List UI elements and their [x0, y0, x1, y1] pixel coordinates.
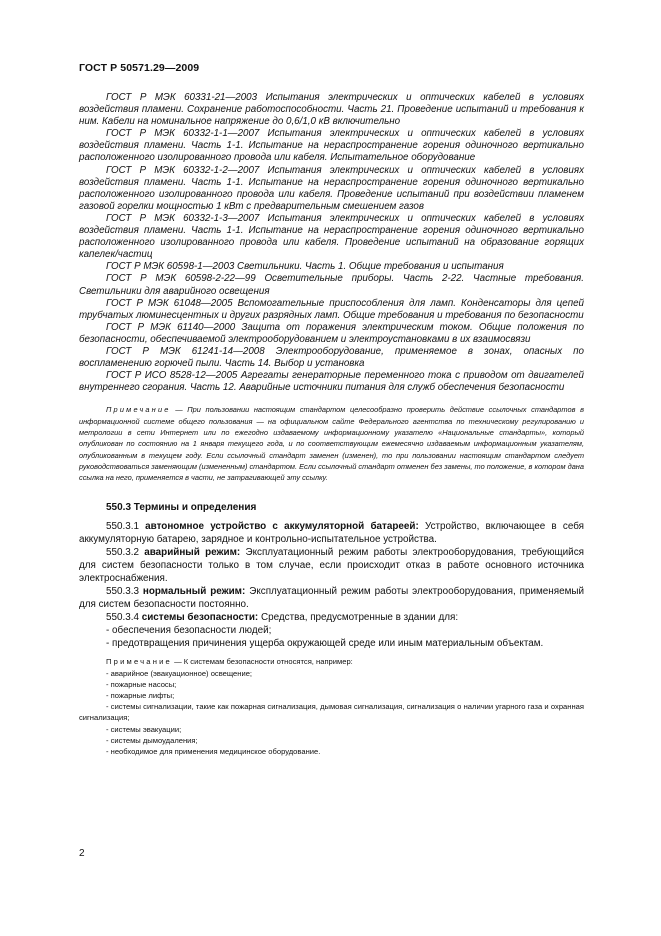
- normative-references: [79, 92, 584, 757]
- term-definition: [79, 520, 584, 546]
- safety-systems-note: [79, 656, 584, 757]
- note-label: Примечание: [106, 405, 171, 415]
- term-def: Устройство, включающее в себя аккумуляторную батарею, зарядное и контрольно-испытательное устройства.: [79, 521, 584, 546]
- reference-item: ГОСТ Р МЭК 61048—2005 Вспомогательные приспособления для ламп. Конденсаторы для цепей трубчатых люминесцентных и других разрядных ламп. Общие требования и требования по безопасности: [79, 297, 584, 321]
- references-note: [79, 404, 584, 483]
- term-def: Средства, предусмотренные в здании для:: [258, 612, 459, 624]
- term-name: автономное устройство с аккумуляторной батареей:: [145, 521, 419, 533]
- list-item: - системы эвакуации;: [106, 724, 182, 734]
- list-item: - необходимое для применения медицинское оборудование.: [106, 747, 321, 757]
- note-intro-text: — К системам безопасности относятся, например:: [171, 657, 353, 667]
- list-item: - пожарные лифты;: [106, 691, 175, 701]
- reference-item: ГОСТ Р МЭК 60598-2-22—99 Осветительные приборы. Часть 2-22. Частные требования. Светильники для аварийного освещения: [79, 273, 584, 297]
- term-def: Эксплуатационный режим работы электрооборудования, требующийся для систем безопасности только в том случае, если происходит отказ в работе основного источника электроснабжения.: [79, 547, 584, 585]
- note-intro: [79, 656, 584, 667]
- section-title: 550.3 Термины и определения: [106, 502, 257, 514]
- reference-item: ГОСТ Р МЭК 60332-1-1—2007 Испытания электрических и оптических кабелей в условиях воздействия пламени. Часть 1-1. Испытание на нераспространение горения одиночного вертикально расположенного изолированного провода или кабеля. Испытательное оборудование: [79, 128, 584, 164]
- term-number: 550.3.4: [106, 612, 142, 624]
- page-number: 2: [79, 848, 85, 859]
- term-number: 550.3.1: [106, 521, 146, 533]
- term-name: системы безопасности:: [141, 612, 259, 624]
- note-label: Примечание: [106, 657, 172, 667]
- list-item: - системы дымоудаления;: [106, 735, 198, 745]
- reference-item: ГОСТ Р МЭК 61241-14—2008 Электрооборудование, применяемое в зонах, опасных по воспламенению горючей пыли. Часть 14. Выбор и установка: [79, 345, 584, 370]
- list-item: - пожарные насосы;: [106, 679, 177, 689]
- term-name: аварийный режим:: [144, 547, 241, 559]
- term-def: Эксплуатационный режим работы электрооборудования, применяемый для систем безопасности постоянно.: [79, 586, 584, 611]
- list-item: - предотвращения причинения ущерба окружающей среде или иным материальным объектам.: [106, 638, 544, 650]
- term-name: нормальный режим:: [142, 586, 246, 598]
- term-definition: [79, 546, 584, 585]
- term-definition: [79, 611, 584, 624]
- note-text: — При пользовании настоящим стандартом целесообразно проверить действие ссылочных стандартов в информационной системе общего пользования — на официальном сайте Федерального агентства по техническому регулированию и метрологии в сети Интернет или по ежегодно издаваемому информационному указателю «Национальные стандарты», который опубликован по состоянию на 1 января текущего года, и по соответствующим ежемесячно издаваемым информационным указателям, опубликованным в текущем году. Если ссылочный стандарт заменен (изменен), то при пользовании настоящим стандартом следует руководствоваться заменяющим (измененным) стандартом. Если ссылочный стандарт отменен без замены, то положение, в котором дана ссылка на него, применяется в части, не затрагивающей эту ссылку.: [79, 405, 584, 483]
- list-item: - системы сигнализации, такие как пожарная сигнализация, дымовая сигнализация, сигнализация о наличии угарного газа и охранная сигнализация;: [79, 702, 584, 723]
- reference-item: ГОСТ Р МЭК 60332-1-3—2007 Испытания электрических и оптических кабелей в условиях воздействия пламени. Часть 1-1. Испытание на нераспространение горения одиночного вертикально расположенного изолированного провода или кабеля. Проведение испытаний на образование горящих капелек/частиц: [79, 212, 584, 261]
- terms-list: [79, 520, 584, 650]
- term-number: 550.3.3: [106, 586, 143, 598]
- reference-item: ГОСТ Р ИСО 8528-12—2005 Агрегаты генераторные переменного тока с приводом от двигателей внутреннего сгорания. Часть 12. Аварийные источники питания для служб обеспечения безопасности: [79, 370, 584, 394]
- list-item: - аварийное (эвакуационное) освещение;: [106, 668, 253, 678]
- reference-item: ГОСТ Р МЭК 60331-21—2003 Испытания электрических и оптических кабелей в условиях воздействия пламени. Сохранение работоспособности. Часть 21. Проведение испытаний и требования к ним. Кабели на номинальное напряжение до 0,6/1,0 кВ включительно: [79, 92, 584, 128]
- term-number: 550.3.2: [106, 547, 145, 559]
- list-item: - обеспечения безопасности людей;: [106, 625, 272, 637]
- reference-item: ГОСТ Р МЭК 60332-1-2—2007 Испытания электрических и оптических кабелей в условиях воздействия пламени. Часть 1-1. Испытание на нераспространение горения одиночного вертикально расположенного изолированного провода или кабеля. Проведение испытаний при воздействии пламенем газовой горелки мощностью 1 кВт с предварительным смешением газов: [79, 164, 584, 212]
- term-definition: [79, 585, 584, 611]
- reference-item: ГОСТ Р МЭК 61140—2000 Защита от поражения электрическим током. Общие положения по безопасности, обеспечиваемой электрооборудованием и электроустановками в их взаимосвязи: [79, 321, 584, 345]
- reference-item: ГОСТ Р МЭК 60598-1—2003 Светильники. Часть 1. Общие требования и испытания: [106, 261, 504, 273]
- page-header-title: ГОСТ Р 50571.29—2009: [79, 62, 200, 74]
